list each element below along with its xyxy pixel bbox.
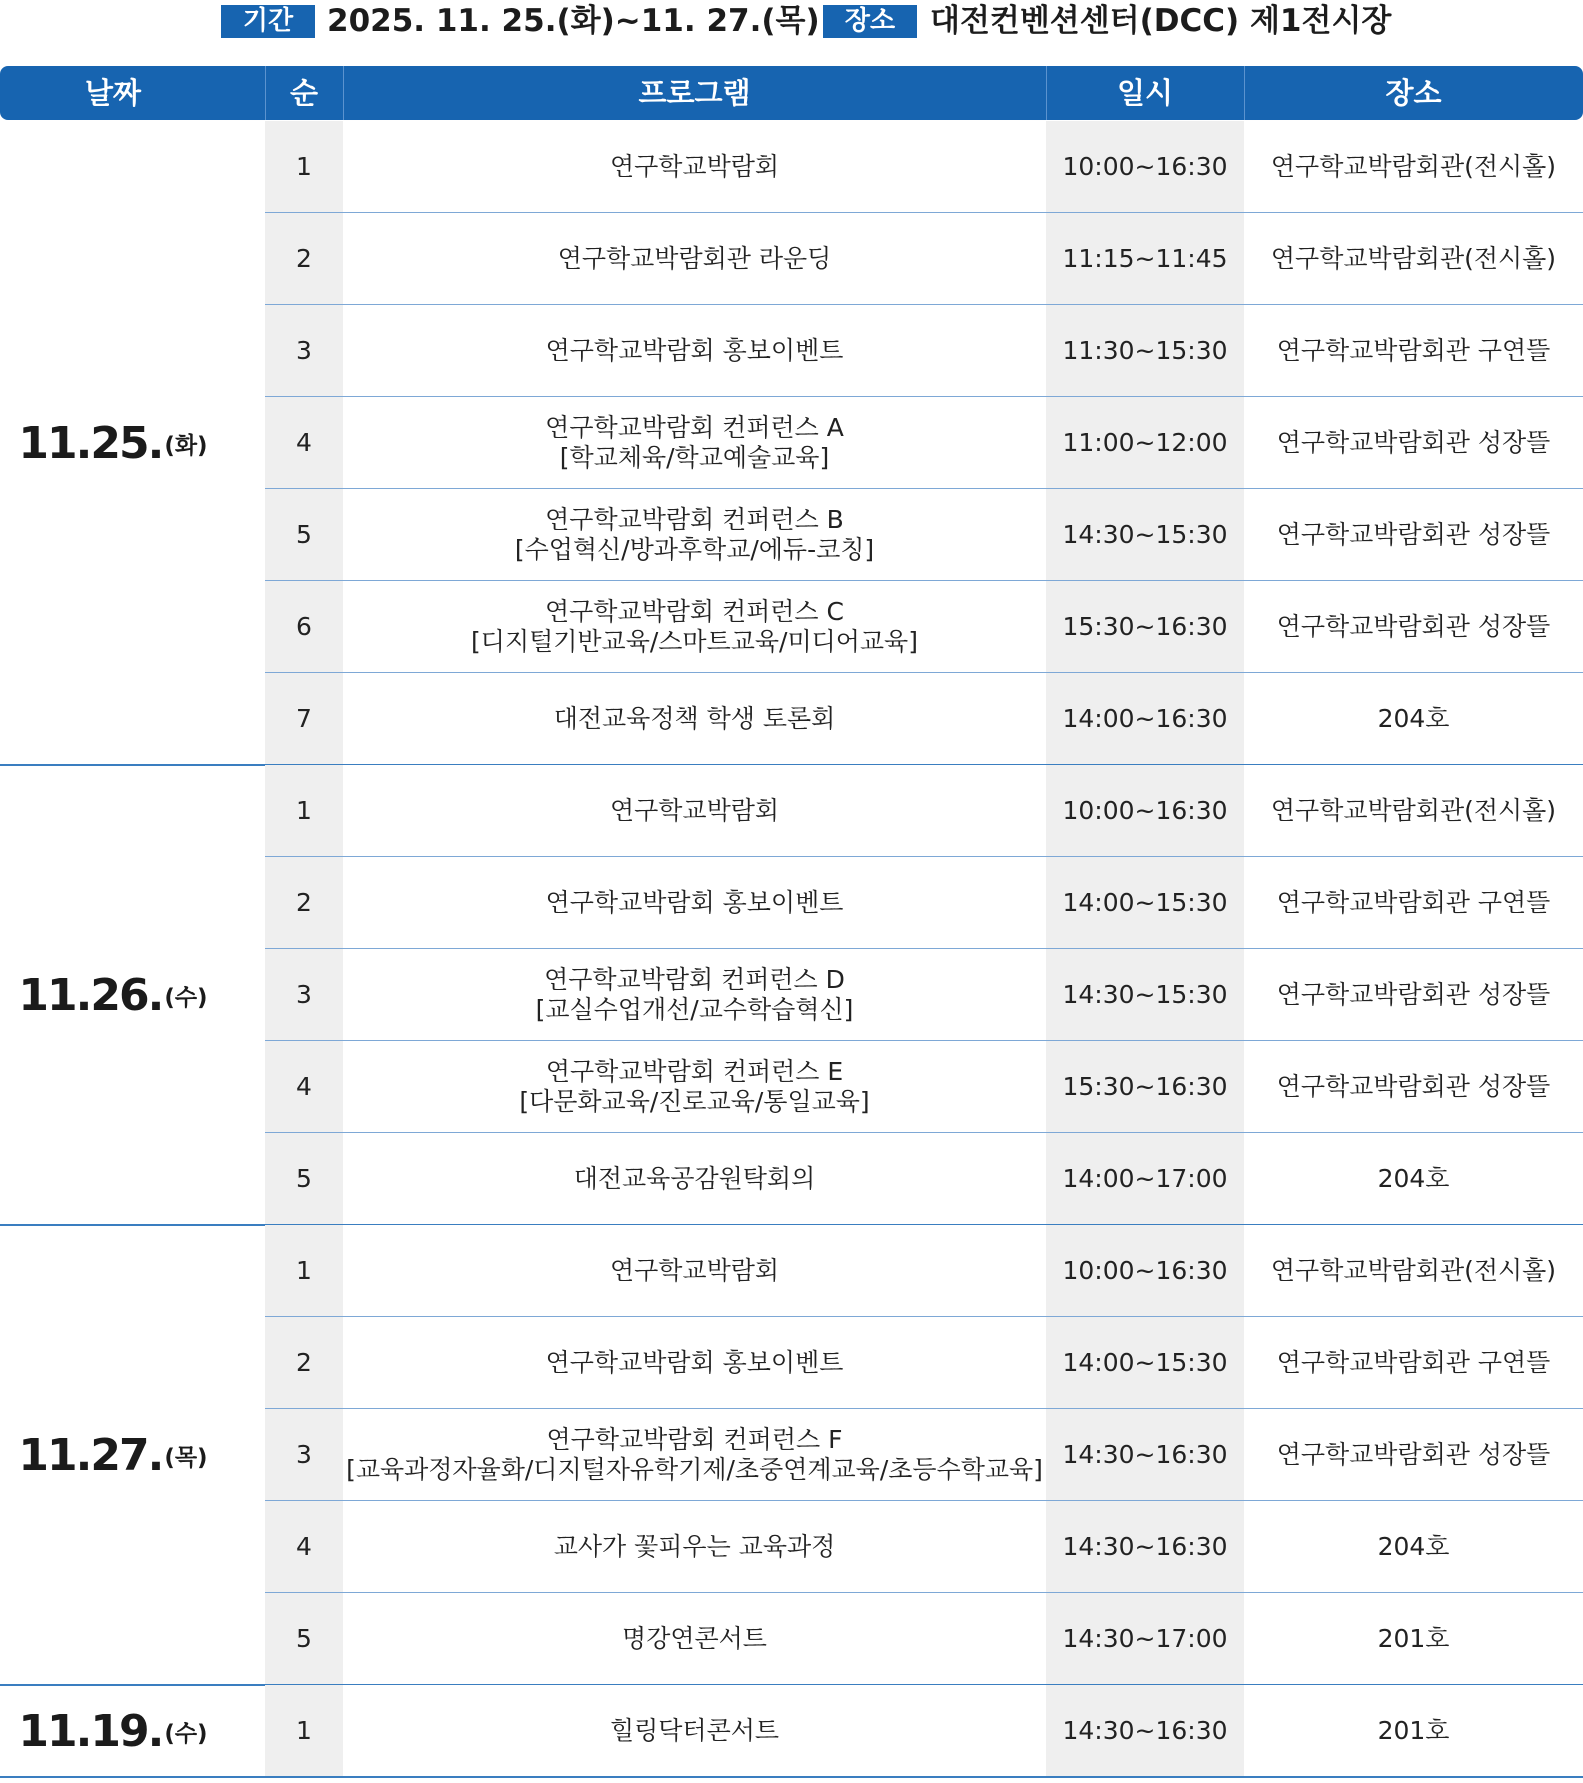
program-cell bbox=[343, 489, 1046, 581]
place-cell: 204호 bbox=[1244, 673, 1583, 765]
program-title: 대전교육정책 학생 토론회 bbox=[553, 704, 836, 733]
program-cell bbox=[343, 673, 1046, 765]
place-cell: 연구학교박람회관 성장뜰 bbox=[1244, 1409, 1583, 1501]
program-title: 연구학교박람회 컨퍼런스 F bbox=[546, 1425, 843, 1454]
table-row bbox=[265, 765, 1583, 857]
day-of-week-label: (목) bbox=[164, 1444, 208, 1471]
date-label: 11.27. bbox=[18, 1429, 163, 1481]
table-row bbox=[265, 857, 1583, 949]
date-cell bbox=[0, 121, 226, 765]
header-place: 장소 bbox=[1385, 76, 1442, 110]
time-cell: 14:30~16:30 bbox=[1046, 1409, 1244, 1501]
program-title: 연구학교박람회 홍보이벤트 bbox=[545, 336, 844, 365]
program-title: 연구학교박람회 컨퍼런스 D bbox=[544, 965, 845, 994]
day-of-week-label: (수) bbox=[164, 1720, 208, 1747]
table-row bbox=[265, 1041, 1583, 1133]
table-row bbox=[265, 1685, 1583, 1777]
table-row bbox=[265, 1593, 1583, 1685]
place-cell: 연구학교박람회관 성장뜰 bbox=[1244, 1041, 1583, 1133]
row-number: 1 bbox=[265, 765, 343, 857]
program-title: 힐링닥터콘서트 bbox=[609, 1716, 780, 1745]
place-cell: 204호 bbox=[1244, 1133, 1583, 1225]
time-cell: 14:00~15:30 bbox=[1046, 857, 1244, 949]
row-number: 6 bbox=[265, 581, 343, 673]
place-cell: 201호 bbox=[1244, 1593, 1583, 1685]
program-subtitle: [디지털기반교육/스마트교육/미디어교육] bbox=[471, 627, 918, 656]
time-cell: 14:30~15:30 bbox=[1046, 949, 1244, 1041]
place-cell: 연구학교박람회관(전시홀) bbox=[1244, 121, 1583, 213]
program-cell bbox=[343, 1593, 1046, 1685]
place-cell: 연구학교박람회관 성장뜰 bbox=[1244, 581, 1583, 673]
place-cell: 연구학교박람회관 성장뜰 bbox=[1244, 397, 1583, 489]
program-title: 연구학교박람회 bbox=[609, 152, 780, 181]
place-cell: 연구학교박람회관(전시홀) bbox=[1244, 1225, 1583, 1317]
header-date: 날짜 bbox=[84, 76, 142, 110]
program-title: 연구학교박람회 컨퍼런스 B bbox=[545, 505, 844, 534]
date-group bbox=[0, 1225, 1583, 1685]
program-title: 연구학교박람회 bbox=[609, 796, 780, 825]
row-number: 2 bbox=[265, 857, 343, 949]
program-cell bbox=[343, 765, 1046, 857]
program-title: 연구학교박람회관 라운딩 bbox=[557, 244, 832, 273]
time-cell: 14:30~16:30 bbox=[1046, 1685, 1244, 1777]
time-cell: 14:00~17:00 bbox=[1046, 1133, 1244, 1225]
time-cell: 11:15~11:45 bbox=[1046, 213, 1244, 305]
row-number: 4 bbox=[265, 397, 343, 489]
table-row bbox=[265, 489, 1583, 581]
program-cell bbox=[343, 305, 1046, 397]
table-row bbox=[265, 305, 1583, 397]
header-no: 순 bbox=[289, 76, 318, 110]
program-subtitle: [학교체육/학교예술교육] bbox=[559, 443, 830, 472]
venue-label-badge: 장소 bbox=[823, 5, 917, 38]
program-cell bbox=[343, 1133, 1046, 1225]
table-row bbox=[265, 213, 1583, 305]
program-cell bbox=[343, 857, 1046, 949]
row-number: 4 bbox=[265, 1501, 343, 1593]
table-row bbox=[265, 581, 1583, 673]
time-cell: 14:30~16:30 bbox=[1046, 1501, 1244, 1593]
table-row bbox=[265, 397, 1583, 489]
program-cell bbox=[343, 1041, 1046, 1133]
program-cell bbox=[343, 1225, 1046, 1317]
row-number: 2 bbox=[265, 1317, 343, 1409]
time-cell: 11:00~12:00 bbox=[1046, 397, 1244, 489]
program-title: 연구학교박람회 bbox=[609, 1256, 780, 1285]
row-number: 3 bbox=[265, 1409, 343, 1501]
row-number: 5 bbox=[265, 1593, 343, 1685]
place-cell: 연구학교박람회관 성장뜰 bbox=[1244, 489, 1583, 581]
header-program: 프로그램 bbox=[638, 76, 751, 110]
row-number: 5 bbox=[265, 1133, 343, 1225]
table-row bbox=[265, 1317, 1583, 1409]
place-cell: 연구학교박람회관(전시홀) bbox=[1244, 213, 1583, 305]
program-title: 연구학교박람회 컨퍼런스 E bbox=[545, 1057, 844, 1086]
program-cell bbox=[343, 121, 1046, 213]
time-cell: 15:30~16:30 bbox=[1046, 1041, 1244, 1133]
place-cell: 연구학교박람회관 구연뜰 bbox=[1244, 305, 1583, 397]
row-number: 1 bbox=[265, 1685, 343, 1777]
program-title: 연구학교박람회 컨퍼런스 C bbox=[544, 597, 844, 626]
group-divider bbox=[0, 1776, 1583, 1778]
place-cell: 204호 bbox=[1244, 1501, 1583, 1593]
table-row bbox=[265, 673, 1583, 765]
program-cell bbox=[343, 1501, 1046, 1593]
time-cell: 14:00~16:30 bbox=[1046, 673, 1244, 765]
table-header bbox=[0, 66, 1583, 120]
time-cell: 15:30~16:30 bbox=[1046, 581, 1244, 673]
date-group bbox=[0, 121, 1583, 765]
time-cell: 14:30~15:30 bbox=[1046, 489, 1244, 581]
program-title: 연구학교박람회 컨퍼런스 A bbox=[545, 413, 844, 442]
row-number: 1 bbox=[265, 1225, 343, 1317]
program-cell bbox=[343, 397, 1046, 489]
row-number: 2 bbox=[265, 213, 343, 305]
program-title: 교사가 꽃피우는 교육과정 bbox=[553, 1532, 836, 1561]
program-title: 연구학교박람회 홍보이벤트 bbox=[545, 1348, 844, 1377]
program-subtitle: [다문화교육/진로교육/통일교육] bbox=[519, 1087, 870, 1116]
program-cell bbox=[343, 949, 1046, 1041]
day-of-week-label: (수) bbox=[164, 984, 208, 1011]
row-number: 7 bbox=[265, 673, 343, 765]
date-label: 11.19. bbox=[18, 1705, 163, 1757]
row-number: 5 bbox=[265, 489, 343, 581]
row-number: 3 bbox=[265, 949, 343, 1041]
date-cell bbox=[0, 1685, 226, 1777]
date-cell bbox=[0, 1225, 226, 1685]
time-cell: 10:00~16:30 bbox=[1046, 1225, 1244, 1317]
row-number: 1 bbox=[265, 121, 343, 213]
date-cell bbox=[0, 765, 226, 1225]
header-time: 일시 bbox=[1116, 76, 1174, 110]
row-number: 3 bbox=[265, 305, 343, 397]
program-cell bbox=[343, 1317, 1046, 1409]
time-cell: 14:00~15:30 bbox=[1046, 1317, 1244, 1409]
date-group bbox=[0, 1685, 1583, 1777]
place-cell: 연구학교박람회관(전시홀) bbox=[1244, 765, 1583, 857]
program-title: 연구학교박람회 홍보이벤트 bbox=[545, 888, 844, 917]
place-cell: 201호 bbox=[1244, 1685, 1583, 1777]
venue-value: 대전컨벤션센터(DCC) 제1전시장 bbox=[930, 3, 1392, 39]
time-cell: 10:00~16:30 bbox=[1046, 765, 1244, 857]
time-cell: 14:30~17:00 bbox=[1046, 1593, 1244, 1685]
date-label: 11.25. bbox=[18, 417, 163, 469]
row-number: 4 bbox=[265, 1041, 343, 1133]
program-cell bbox=[343, 1409, 1046, 1501]
program-cell bbox=[343, 213, 1046, 305]
program-title: 명강연콘서트 bbox=[622, 1624, 767, 1653]
day-of-week-label: (화) bbox=[164, 432, 208, 459]
date-label: 11.26. bbox=[18, 969, 163, 1021]
time-cell: 11:30~15:30 bbox=[1046, 305, 1244, 397]
place-cell: 연구학교박람회관 성장뜰 bbox=[1244, 949, 1583, 1041]
table-row bbox=[265, 1133, 1583, 1225]
table-row bbox=[265, 1225, 1583, 1317]
program-cell bbox=[343, 1685, 1046, 1777]
program-subtitle: [수업혁신/방과후학교/에듀-코칭] bbox=[514, 535, 875, 564]
program-title: 대전교육공감원탁회의 bbox=[573, 1164, 816, 1193]
time-cell: 10:00~16:30 bbox=[1046, 121, 1244, 213]
period-label-badge: 기간 bbox=[221, 5, 315, 38]
table-row bbox=[265, 949, 1583, 1041]
place-cell: 연구학교박람회관 구연뜰 bbox=[1244, 1317, 1583, 1409]
place-cell: 연구학교박람회관 구연뜰 bbox=[1244, 857, 1583, 949]
program-cell bbox=[343, 581, 1046, 673]
table-row bbox=[265, 121, 1583, 213]
program-subtitle: [교실수업개선/교수학습혁신] bbox=[535, 995, 854, 1024]
program-subtitle: [교육과정자율화/디지털자유학기제/초중연계교육/초등수학교육] bbox=[346, 1455, 1043, 1484]
table-row bbox=[265, 1501, 1583, 1593]
table-row bbox=[265, 1409, 1583, 1501]
period-value: 2025. 11. 25.(화)~11. 27.(목) bbox=[327, 3, 820, 39]
info-bar bbox=[0, 0, 1583, 42]
date-group bbox=[0, 765, 1583, 1225]
